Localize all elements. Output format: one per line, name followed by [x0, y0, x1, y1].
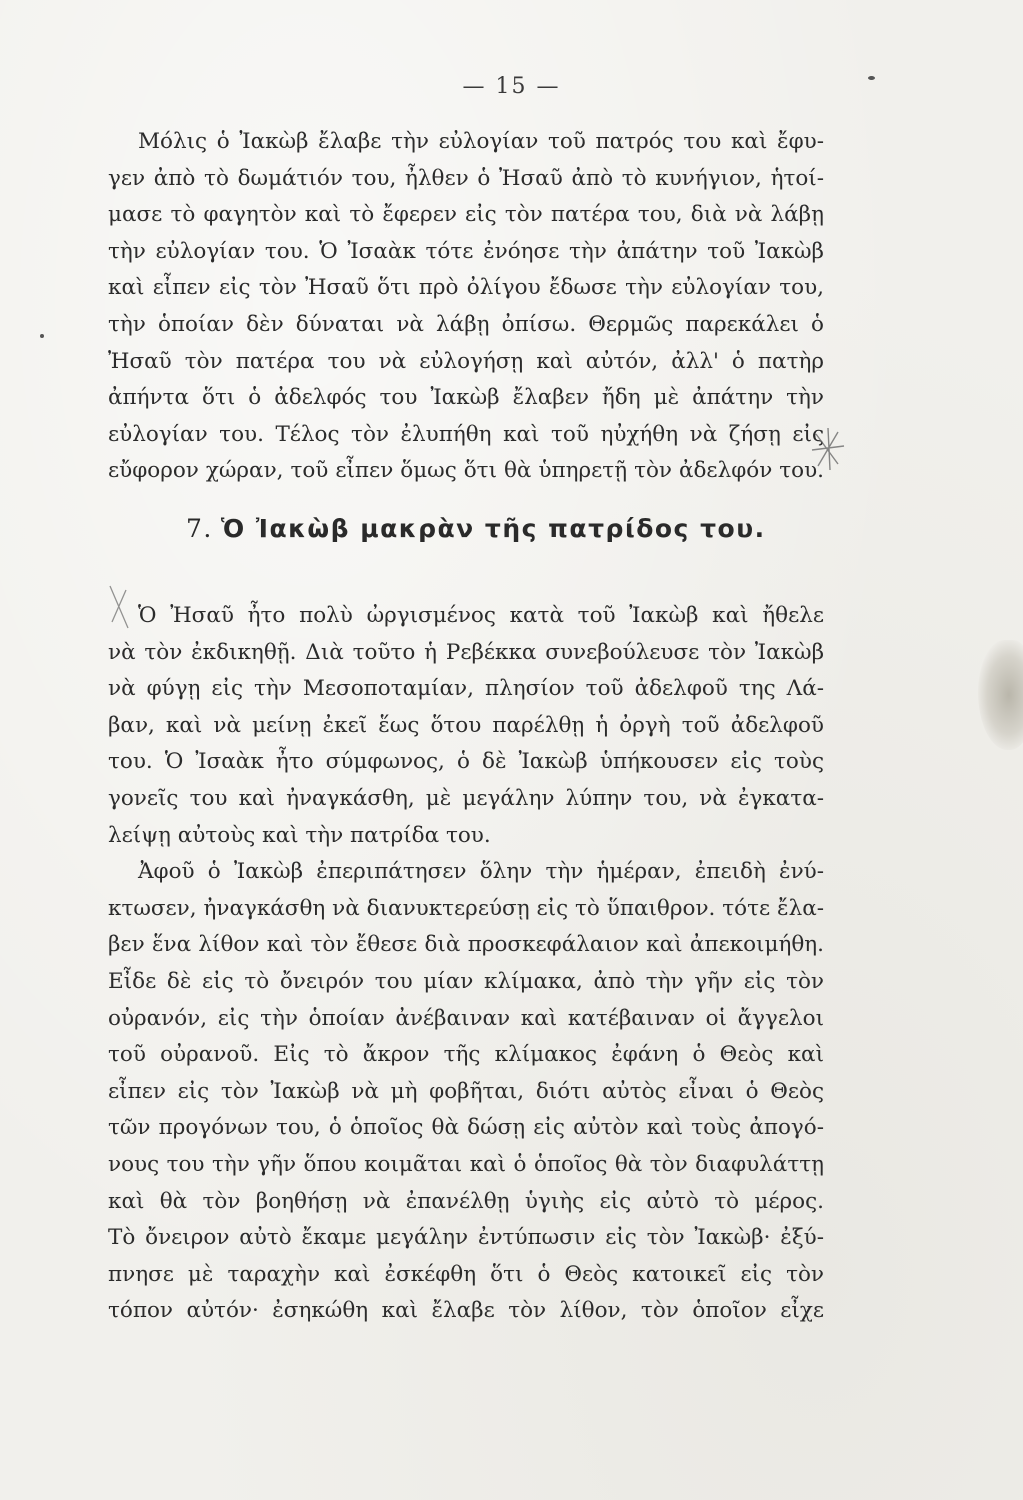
- text-line: βαν, καὶ νὰ μείνῃ ἐκεῖ ἕως ὅτου παρέλθῃ ἡ ὀργὴ τοῦ ἀδελφοῦ: [108, 712, 824, 738]
- section-heading: [186, 514, 766, 543]
- text-line: του. Ὁ Ἰσαὰκ ἦτο σύμφωνος, ὁ δὲ Ἰακὼβ ὑπήκουσεν εἰς τοὺς: [108, 749, 824, 775]
- text-line: μασε τὸ φαγητὸν καὶ τὸ ἔφερεν εἰς τὸν πατέρα του, διὰ νὰ λάβῃ: [108, 202, 824, 228]
- text-line: εὔφορον χώραν, τοῦ εἶπεν ὅμως ὅτι θὰ ὑπηρετῇ τὸν ἀδελφόν του.: [108, 458, 824, 484]
- text-line: γονεῖς του καὶ ἠναγκάσθη, μὲ μεγάλην λύπην του, νὰ ἐγκατα-: [108, 785, 824, 811]
- text-line: ἀπήντα ὅτι ὁ ἀδελφός του Ἰακὼβ ἔλαβεν ἤδη μὲ ἀπάτην τὴν: [108, 385, 824, 411]
- text-line: λείψῃ αὐτοὺς καὶ τὴν πατρίδα του.: [108, 822, 491, 848]
- page-number: — 15 —: [462, 74, 561, 99]
- pencil-asterisk-icon: [808, 424, 848, 472]
- text-line: νὰ φύγῃ εἰς τὴν Μεσοποταμίαν, πλησίον τοῦ ἀδελφοῦ της Λά-: [108, 676, 824, 702]
- text-line: Εἶδε δὲ εἰς τὸ ὄνειρόν του μίαν κλίμακα, ἀπὸ τὴν γῆν εἰς τὸν: [108, 968, 824, 994]
- text-line: καὶ εἶπεν εἰς τὸν Ἠσαῦ ὅτι πρὸ ὀλίγου ἔδωσε τὴν εὐλογίαν του,: [108, 275, 824, 301]
- text-line: Ὁ Ἠσαῦ ἦτο πολὺ ὠργισμένος κατὰ τοῦ Ἰακὼβ καὶ ἤθελε: [138, 603, 824, 628]
- text-line: καὶ θὰ τὸν βοηθήσῃ νὰ ἐπανέλθῃ ὑγιὴς εἰς αὐτὸ τὸ μέρος.: [108, 1188, 824, 1214]
- text-line: Ἀφοῦ ὁ Ἰακὼβ ἐπεριπάτησεν ὅλην τὴν ἡμέραν, ἐπειδὴ ἐνύ-: [138, 859, 824, 885]
- text-line: βεν ἕνα λίθον καὶ τὸν ἔθεσε διὰ προσκεφάλαιον καὶ ἀπεκοιμήθη.: [108, 932, 824, 958]
- text-line: τόπον αὐτόν· ἐσηκώθη καὶ ἔλαβε τὸν λίθον, τὸν ὁποῖον εἶχε: [108, 1298, 824, 1324]
- text-line: Τὸ ὄνειρον αὐτὸ ἔκαμε μεγάλην ἐντύπωσιν εἰς τὸν Ἰακὼβ· ἐξύ-: [108, 1225, 824, 1251]
- text-line: εἶπεν εἰς τὸν Ἰακὼβ νὰ μὴ φοβῆται, διότι αὐτὸς εἶναι ὁ Θεὸς: [108, 1078, 824, 1104]
- text-line: πνησε μὲ ταραχὴν καὶ ἐσκέφθη ὅτι ὁ Θεὸς κατοικεῖ εἰς τὸν: [108, 1261, 824, 1287]
- section-title: Ὁ Ἰακὼβ μακρὰν τῆς πατρίδος του.: [220, 514, 766, 543]
- text-line: νους του τὴν γῆν ὅπου κοιμᾶται καὶ ὁ ὁποῖος θὰ τὸν διαφυλάττῃ: [108, 1151, 824, 1177]
- text-line: Μόλις ὁ Ἰακὼβ ἔλαβε τὴν εὐλογίαν τοῦ πατρός του καὶ ἔφυ-: [138, 129, 824, 154]
- text-line: τῶν προγόνων του, ὁ ὁποῖος θὰ δώσῃ εἰς αὐτὸν καὶ τοὺς ἀπογό-: [108, 1115, 824, 1141]
- text-line: Ἠσαῦ τὸν πατέρα του νὰ εὐλογήσῃ καὶ αὐτόν, ἀλλ' ὁ πατὴρ: [108, 348, 824, 374]
- ink-dot: [40, 334, 44, 338]
- text-line: κτωσεν, ἠναγκάσθη νὰ διανυκτερεύσῃ εἰς τὸ ὕπαιθρον. τότε ἔλα-: [108, 895, 824, 921]
- text-line: εὐλογίαν του. Τέλος τὸν ἐλυπήθη καὶ τοῦ ηὐχήθη νὰ ζήσῃ εἰς: [108, 421, 824, 447]
- text-line: τὴν εὐλογίαν του. Ὁ Ἰσαὰκ τότε ἐνόησε τὴν ἀπάτην τοῦ Ἰακὼβ: [108, 238, 824, 264]
- text-line: νὰ τὸν ἐκδικηθῇ. Διὰ τοῦτο ἡ Ρεβέκκα συνεβούλευσε τὸν Ἰακὼβ: [108, 639, 824, 665]
- paper-stain: [978, 640, 1023, 750]
- section-number: 7.: [186, 514, 213, 543]
- text-line: γεν ἀπὸ τὸ δωμάτιόν του, ἦλθεν ὁ Ἠσαῦ ἀπὸ τὸ κυνήγιον, ἡτοί-: [108, 165, 824, 191]
- text-line: τοῦ οὐρανοῦ. Εἰς τὸ ἄκρον τῆς κλίμακος ἐφάνη ὁ Θεὸς καὶ: [108, 1042, 824, 1068]
- paragraph-esau-blessing: [108, 124, 824, 490]
- text-line: τὴν ὁποίαν δὲν δύναται νὰ λάβῃ ὀπίσω. Θερμῶς παρεκάλει ὁ: [108, 311, 824, 337]
- text-line: οὐρανόν, εἰς τὴν ὁποίαν ἀνέβαιναν καὶ κατέβαιναν οἱ ἄγγελοι: [108, 1005, 824, 1031]
- ink-dot: [868, 76, 875, 80]
- chapter-body: [108, 598, 824, 1330]
